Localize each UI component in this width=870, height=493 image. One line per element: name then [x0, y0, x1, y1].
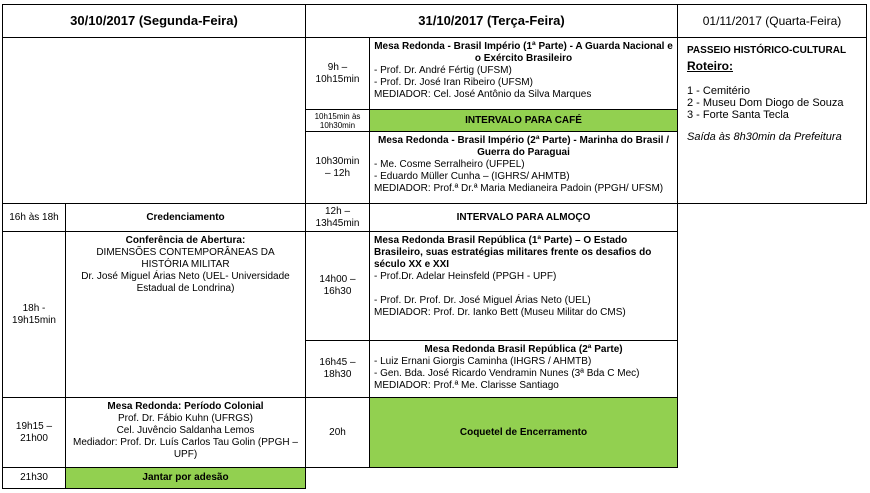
abertura-cell — [65, 231, 306, 398]
s2-title: Mesa Redonda - Brasil Império (2ª Parte) - Marinha do Brasil / Guerra do Paraguai — [378, 135, 669, 158]
saida-note: Saída às 8h30min da Prefeitura — [687, 131, 842, 143]
cafe-time — [305, 109, 370, 132]
header-wednesday-label: 01/11/2017 (Quarta-Feira) — [702, 14, 842, 28]
s1-title: Mesa Redonda - Brasil Império (1ª Parte) - A Guarda Nacional e o Exército Brasileiro — [374, 41, 673, 64]
colonial-line3: Mediador: Prof. Dr. Luís Carlos Tau Golin (PPGH – UPF) — [73, 437, 298, 460]
coquetel-title: Coquetel de Encerramento — [459, 426, 588, 438]
s1-line2: - Prof. Dr. José Iran Ribeiro (UFSM) — [374, 77, 533, 88]
s1-line1: - Prof. Dr. André Fértig (UFSM) — [374, 65, 512, 76]
jantar-cell — [65, 467, 306, 489]
header-monday-label: 30/10/2017 (Segunda-Feira) — [70, 13, 238, 28]
almoco-time — [305, 203, 370, 232]
s3-line2: - Prof. Dr. Prof. Dr. José Miguel Árias Neto (UEL) — [374, 295, 591, 306]
s3-line1: - Prof.Dr. Adelar Heinsfeld (PPGH - UPF) — [374, 271, 557, 282]
s3-time-label: 14h00 – 16h30 — [319, 274, 356, 297]
s1-line3: MEDIADOR: Cel. José Antônio da Silva Marques — [374, 89, 592, 100]
s1-cell — [369, 37, 678, 110]
s4-cell — [369, 340, 678, 398]
colonial-title: Mesa Redonda: Período Colonial — [107, 401, 264, 412]
s2-time — [305, 131, 370, 204]
s4-line1: - Luiz Ernani Giorgis Caminha (IHGRS / AHMTB) — [374, 356, 592, 367]
s1-time-label: 9h – 10h15min — [315, 61, 360, 85]
roteiro-item-3: 3 - Forte Santa Tecla — [687, 109, 789, 121]
abertura-speaker: Dr. José Miguel Árias Neto (UEL- Universidade Estadual de Londrina) — [81, 271, 290, 294]
colonial-line1: Prof. Dr. Fábio Kuhn (UFRGS) — [117, 413, 254, 424]
s1-time — [305, 37, 370, 110]
coquetel-time-label: 20h — [329, 426, 346, 438]
roteiro-item-1: 1 - Cemitério — [687, 85, 750, 97]
passeio-title: PASSEIO HISTÓRICO-CULTURAL — [687, 45, 847, 56]
almoco-cell — [369, 203, 678, 232]
s4-title: Mesa Redonda Brasil República (2ª Parte) — [424, 344, 623, 355]
header-wednesday — [677, 4, 867, 38]
cafe-title: INTERVALO PARA CAFÉ — [465, 114, 582, 126]
s4-line2: - Gen. Bda. José Ricardo Vendramin Nunes (3ª Bda C Mec) — [374, 368, 640, 379]
almoco-time-label: 12h – 13h45min — [315, 205, 360, 229]
abertura-time — [2, 231, 66, 398]
jantar-time — [2, 467, 66, 489]
s2-time-label: 10h30min – 12h — [315, 155, 360, 179]
colonial-cell — [65, 397, 306, 468]
s2-cell — [369, 131, 678, 204]
s3-title: Mesa Redonda Brasil República (1ª Parte) – O Estado Brasileiro, suas estratégias militares frente os desafios do século XX e XXI — [374, 235, 652, 270]
credenciamento-cell — [65, 203, 306, 232]
coquetel-cell — [369, 397, 678, 468]
header-monday — [2, 4, 306, 38]
colonial-time — [2, 397, 66, 468]
roteiro-label: Roteiro: — [687, 59, 733, 73]
almoco-title: INTERVALO PARA ALMOÇO — [456, 211, 591, 223]
s3-line3: MEDIADOR: Prof. Dr. Ianko Bett (Museu Militar do CMS) — [374, 307, 626, 318]
s3-cell — [369, 231, 678, 341]
colonial-time-label: 19h15 – 21h00 — [15, 420, 53, 444]
jantar-time-label: 21h30 — [20, 472, 48, 483]
s2-line2: - Eduardo Müller Cunha – (IGHRS/ AHMTB) — [374, 171, 570, 182]
wednesday-cell — [677, 37, 867, 204]
s3-time — [305, 231, 370, 341]
cafe-time-label: 10h15min às 10h30min — [314, 111, 361, 130]
abertura-subtitle: DIMENSÕES CONTEMPORÂNEAS DA HISTÓRIA MILITAR — [96, 247, 275, 270]
s2-line1: - Me. Cosme Serralheiro (UFPEL) — [374, 159, 525, 170]
s4-line3: MEDIADOR: Prof.ª Me. Clarisse Santiago — [374, 380, 559, 391]
s2-line3: MEDIADOR: Prof.ª Dr.ª Maria Medianeira Padoin (PPGH/ UFSM) — [374, 183, 664, 194]
credenciamento-time — [2, 203, 66, 232]
s4-time-label: 16h45 – 18h30 — [319, 357, 356, 380]
monday-empty-cell — [2, 37, 306, 204]
header-tuesday-label: 31/10/2017 (Terça-Feira) — [418, 13, 565, 28]
credenciamento-title: Credenciamento — [146, 211, 225, 223]
credenciamento-time-label: 16h às 18h — [9, 211, 59, 223]
abertura-title: Conferência de Abertura: — [125, 235, 246, 246]
abertura-time-label: 18h - 19h15min — [12, 302, 56, 326]
colonial-line2: Cel. Juvêncio Saldanha Lemos — [116, 425, 255, 436]
cafe-cell — [369, 109, 678, 132]
coquetel-time — [305, 397, 370, 468]
header-tuesday — [305, 4, 678, 38]
s4-time — [305, 340, 370, 398]
roteiro-item-2: 2 - Museu Dom Diogo de Souza — [687, 97, 844, 109]
jantar-title: Jantar por adesão — [142, 472, 229, 483]
